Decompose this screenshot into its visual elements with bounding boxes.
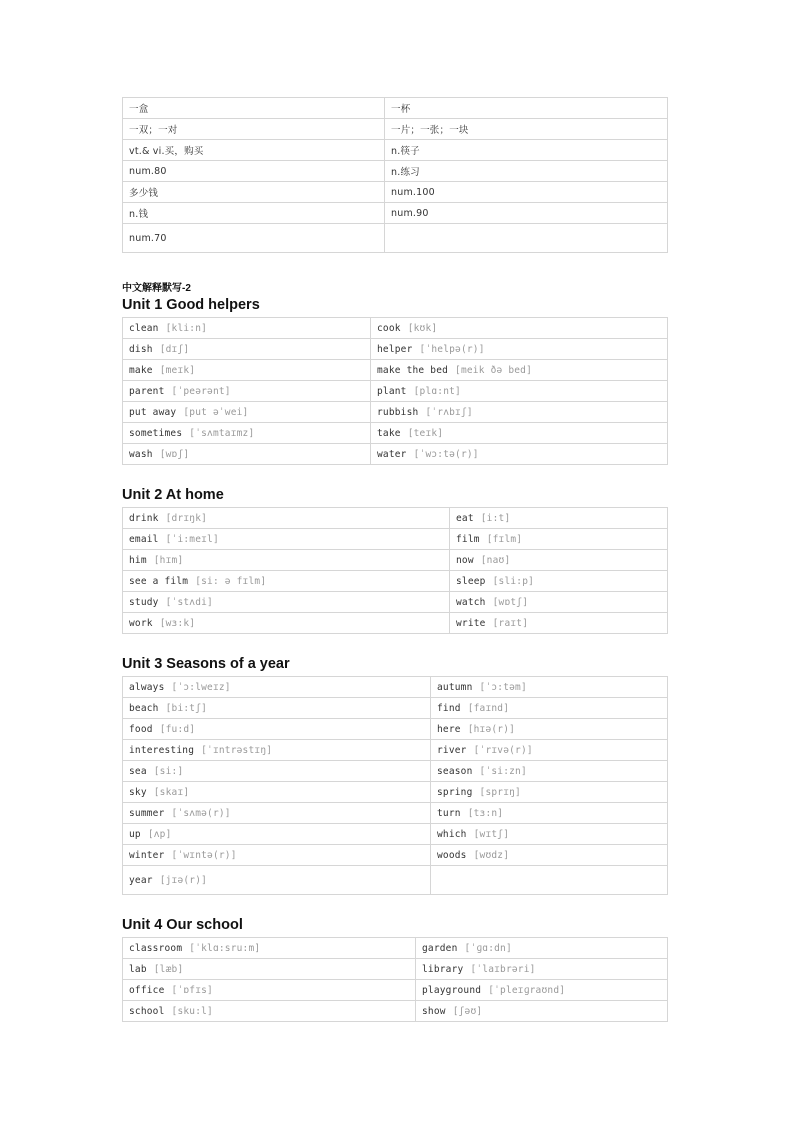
vocab-word: food bbox=[129, 723, 153, 735]
vocab-word: film bbox=[456, 533, 480, 545]
vocab-cell-right bbox=[416, 980, 668, 1001]
vocab-phonetic: [jɪə(r)] bbox=[159, 874, 208, 886]
table-row bbox=[123, 550, 668, 571]
unit-4-vocab-table bbox=[122, 937, 668, 1022]
vocab-word: lab bbox=[129, 963, 147, 975]
vocab-phonetic: [ˈɔ:lweɪz] bbox=[171, 681, 231, 693]
vocab-phonetic: [ˈɒfɪs] bbox=[171, 984, 213, 996]
vocab-cell-left bbox=[123, 782, 431, 803]
table-row bbox=[123, 140, 668, 161]
vocab-word: always bbox=[129, 681, 165, 693]
vocab-phonetic: [wɪtʃ] bbox=[473, 828, 510, 840]
vocab-word: drink bbox=[129, 512, 159, 524]
unit-1-vocab-table bbox=[122, 317, 668, 465]
vocab-phonetic: [hɪm] bbox=[153, 554, 184, 566]
vocab-cell-left bbox=[123, 980, 416, 1001]
vocab-cell-left bbox=[123, 938, 416, 959]
table-row bbox=[123, 182, 668, 203]
vocab-cell-left bbox=[123, 381, 371, 402]
vocab-word: him bbox=[129, 554, 147, 566]
section-label: 中文解释默写-2 bbox=[122, 283, 191, 294]
vocab-cell-right bbox=[431, 740, 668, 761]
vocab-word: school bbox=[129, 1005, 165, 1017]
vocab-phonetic: [ˈwɔ:tə(r)] bbox=[413, 448, 479, 460]
vocab-word: see a film bbox=[129, 575, 189, 587]
vocab-word: cook bbox=[377, 322, 401, 334]
unit-3-title: Unit 3 Seasons of a year bbox=[122, 656, 290, 672]
meaning-cell-right: n.筷子 bbox=[385, 140, 668, 161]
vocab-phonetic: [ˈpleɪɡraʊnd] bbox=[488, 984, 566, 996]
vocab-phonetic: [ʃəʊ] bbox=[452, 1005, 483, 1017]
vocab-cell-left bbox=[123, 740, 431, 761]
table-row bbox=[123, 719, 668, 740]
vocab-phonetic: [dɪʃ] bbox=[159, 343, 190, 355]
vocab-cell-left bbox=[123, 318, 371, 339]
vocab-phonetic: [meɪk] bbox=[159, 364, 196, 376]
table-row bbox=[123, 161, 668, 182]
vocab-word: spring bbox=[437, 786, 473, 798]
vocab-cell-right bbox=[431, 698, 668, 719]
vocab-word: winter bbox=[129, 849, 165, 861]
vocab-cell-right bbox=[431, 845, 668, 866]
vocab-word: interesting bbox=[129, 744, 195, 756]
vocab-word: water bbox=[377, 448, 407, 460]
meaning-cell-left: 一双；一对 bbox=[123, 119, 385, 140]
vocab-phonetic: [ˈklɑ:sru:m] bbox=[189, 942, 261, 954]
table-row bbox=[123, 529, 668, 550]
vocab-cell-right bbox=[431, 824, 668, 845]
vocab-cell-right bbox=[450, 613, 668, 634]
meaning-cell-right bbox=[385, 224, 668, 253]
table-row bbox=[123, 613, 668, 634]
vocab-word: wash bbox=[129, 448, 153, 460]
vocab-phonetic: [sli:p] bbox=[492, 575, 535, 587]
vocab-word: woods bbox=[437, 849, 467, 861]
chinese-meaning-table bbox=[122, 97, 668, 253]
vocab-word: take bbox=[377, 427, 401, 439]
vocab-cell-right bbox=[371, 444, 668, 465]
vocab-cell-right bbox=[416, 959, 668, 980]
table-row bbox=[123, 803, 668, 824]
table-row bbox=[123, 592, 668, 613]
vocab-cell-right bbox=[450, 550, 668, 571]
vocab-cell-left bbox=[123, 592, 450, 613]
meaning-cell-right: n.练习 bbox=[385, 161, 668, 182]
vocab-word: which bbox=[437, 828, 467, 840]
table-row bbox=[123, 339, 668, 360]
table-row bbox=[123, 318, 668, 339]
table-row bbox=[123, 845, 668, 866]
vocab-cell-left bbox=[123, 550, 450, 571]
table-row bbox=[123, 959, 668, 980]
vocab-word: library bbox=[422, 963, 464, 975]
vocab-phonetic: [sku:l] bbox=[171, 1005, 213, 1017]
table-row bbox=[123, 508, 668, 529]
vocab-phonetic: [ˈrɪvə(r)] bbox=[473, 744, 533, 756]
unit-4-title: Unit 4 Our school bbox=[122, 917, 243, 933]
vocab-word: study bbox=[129, 596, 159, 608]
vocab-phonetic: [wɜ:k] bbox=[159, 617, 196, 629]
vocab-word: classroom bbox=[129, 942, 183, 954]
vocab-phonetic: [wɒtʃ] bbox=[492, 596, 529, 608]
vocab-cell-left bbox=[123, 339, 371, 360]
vocab-word: beach bbox=[129, 702, 159, 714]
table-row bbox=[123, 203, 668, 224]
vocab-cell-left bbox=[123, 508, 450, 529]
meaning-cell-left: 多少钱 bbox=[123, 182, 385, 203]
vocab-cell-left bbox=[123, 959, 416, 980]
vocab-word: sea bbox=[129, 765, 147, 777]
vocab-phonetic: [wʊdz] bbox=[473, 849, 510, 861]
vocab-phonetic: [ˈsi:zn] bbox=[479, 765, 527, 777]
table-row bbox=[123, 824, 668, 845]
table-row bbox=[123, 866, 668, 895]
vocab-cell-left bbox=[123, 444, 371, 465]
vocab-word: now bbox=[456, 554, 474, 566]
table-row bbox=[123, 98, 668, 119]
vocab-word: dish bbox=[129, 343, 153, 355]
vocab-phonetic: [drɪŋk] bbox=[165, 512, 208, 524]
vocab-word: sometimes bbox=[129, 427, 183, 439]
table-row bbox=[123, 119, 668, 140]
meaning-cell-left: n.钱 bbox=[123, 203, 385, 224]
vocab-cell-right bbox=[416, 1001, 668, 1022]
vocab-cell-right bbox=[431, 866, 668, 895]
meaning-cell-right: num.90 bbox=[385, 203, 668, 224]
vocab-phonetic: [raɪt] bbox=[492, 617, 529, 629]
vocab-cell-left bbox=[123, 761, 431, 782]
vocab-word: helper bbox=[377, 343, 413, 355]
vocab-cell-right bbox=[450, 571, 668, 592]
vocab-phonetic: [naʊ] bbox=[480, 554, 511, 566]
vocab-phonetic: [ˈɪntrəstɪŋ] bbox=[201, 744, 273, 756]
vocab-word: make the bed bbox=[377, 364, 449, 376]
vocab-word: office bbox=[129, 984, 165, 996]
vocab-phonetic: [wɒʃ] bbox=[159, 448, 190, 460]
vocab-word: show bbox=[422, 1005, 446, 1017]
unit-2-title: Unit 2 At home bbox=[122, 487, 224, 503]
vocab-phonetic: [ˈrʌbɪʃ] bbox=[425, 406, 473, 418]
table-row bbox=[123, 571, 668, 592]
vocab-cell-right bbox=[431, 782, 668, 803]
vocab-phonetic: [ʌp] bbox=[147, 828, 172, 840]
vocab-cell-right bbox=[371, 318, 668, 339]
vocab-cell-left bbox=[123, 360, 371, 381]
vocab-phonetic: [sprɪŋ] bbox=[479, 786, 521, 798]
table-row bbox=[123, 677, 668, 698]
vocab-cell-left bbox=[123, 845, 431, 866]
table-row bbox=[123, 402, 668, 423]
vocab-phonetic: [ˈhelpə(r)] bbox=[419, 343, 485, 355]
vocab-cell-left bbox=[123, 402, 371, 423]
vocab-word: year bbox=[129, 874, 153, 886]
vocab-word: make bbox=[129, 364, 153, 376]
meaning-cell-left: num.80 bbox=[123, 161, 385, 182]
table-row bbox=[123, 698, 668, 719]
vocab-cell-left bbox=[123, 677, 431, 698]
vocab-word: garden bbox=[422, 942, 458, 954]
unit-2-vocab-table bbox=[122, 507, 668, 634]
vocab-word: clean bbox=[129, 322, 159, 334]
vocab-word: parent bbox=[129, 385, 165, 397]
vocab-cell-left bbox=[123, 571, 450, 592]
vocab-cell-left bbox=[123, 1001, 416, 1022]
meaning-cell-left: 一盒 bbox=[123, 98, 385, 119]
table-row bbox=[123, 423, 668, 444]
vocab-word: watch bbox=[456, 596, 486, 608]
vocab-cell-right bbox=[371, 423, 668, 444]
vocab-phonetic: [ˈɔ:təm] bbox=[479, 681, 527, 693]
vocab-word: find bbox=[437, 702, 461, 714]
vocab-phonetic: [hɪə(r)] bbox=[467, 723, 516, 735]
meaning-cell-right: num.100 bbox=[385, 182, 668, 203]
vocab-word: email bbox=[129, 533, 159, 545]
vocab-cell-left bbox=[123, 423, 371, 444]
table-row bbox=[123, 740, 668, 761]
vocab-word: plant bbox=[377, 385, 407, 397]
vocab-phonetic: [plɑ:nt] bbox=[413, 385, 461, 397]
vocab-word: up bbox=[129, 828, 141, 840]
vocab-cell-right bbox=[371, 339, 668, 360]
vocab-phonetic: [fu:d] bbox=[159, 723, 196, 735]
vocab-cell-left bbox=[123, 698, 431, 719]
vocab-phonetic: [kʊk] bbox=[407, 322, 438, 334]
vocab-phonetic: [ˈstʌdi] bbox=[165, 596, 213, 608]
vocab-word: sleep bbox=[456, 575, 486, 587]
vocab-cell-left bbox=[123, 613, 450, 634]
vocab-phonetic: [kli:n] bbox=[165, 322, 208, 334]
vocab-word: rubbish bbox=[377, 406, 419, 418]
table-row bbox=[123, 980, 668, 1001]
vocab-phonetic: [læb] bbox=[153, 963, 184, 975]
vocab-phonetic: [teɪk] bbox=[407, 427, 444, 439]
vocab-cell-left bbox=[123, 824, 431, 845]
vocab-phonetic: [ˈwɪntə(r)] bbox=[171, 849, 237, 861]
vocab-phonetic: [skaɪ] bbox=[153, 786, 190, 798]
vocab-word: sky bbox=[129, 786, 147, 798]
vocab-cell-left bbox=[123, 803, 431, 824]
vocab-word: autumn bbox=[437, 681, 473, 693]
vocab-cell-left bbox=[123, 719, 431, 740]
vocab-cell-right bbox=[431, 803, 668, 824]
vocab-phonetic: [si:] bbox=[153, 765, 184, 777]
vocab-phonetic: [tɜ:n] bbox=[467, 807, 504, 819]
vocab-word: work bbox=[129, 617, 153, 629]
vocab-cell-right bbox=[431, 761, 668, 782]
meaning-cell-right: 一杯 bbox=[385, 98, 668, 119]
vocab-phonetic: [ˈi:meɪl] bbox=[165, 533, 219, 545]
vocab-word: eat bbox=[456, 512, 474, 524]
vocab-cell-right bbox=[371, 402, 668, 423]
table-row bbox=[123, 782, 668, 803]
vocab-phonetic: [faɪnd] bbox=[467, 702, 510, 714]
vocab-word: turn bbox=[437, 807, 461, 819]
vocab-word: put away bbox=[129, 406, 177, 418]
vocab-cell-right bbox=[450, 592, 668, 613]
vocab-phonetic: [ˈɡɑ:dn] bbox=[464, 942, 512, 954]
vocab-cell-left bbox=[123, 866, 431, 895]
vocab-word: summer bbox=[129, 807, 165, 819]
meaning-cell-left: num.70 bbox=[123, 224, 385, 253]
vocab-phonetic: [put əˈwei] bbox=[183, 406, 249, 418]
table-row bbox=[123, 224, 668, 253]
table-row bbox=[123, 360, 668, 381]
vocab-phonetic: [ˈsʌmtaɪmz] bbox=[189, 427, 255, 439]
vocab-phonetic: [si: ə fɪlm] bbox=[195, 575, 267, 587]
table-row bbox=[123, 444, 668, 465]
vocab-word: here bbox=[437, 723, 461, 735]
vocab-phonetic: [i:t] bbox=[480, 512, 511, 524]
vocab-cell-right bbox=[450, 508, 668, 529]
vocab-cell-right bbox=[371, 360, 668, 381]
unit-1-title: Unit 1 Good helpers bbox=[122, 297, 260, 313]
vocab-cell-right bbox=[371, 381, 668, 402]
vocab-phonetic: [meik ðə bed] bbox=[455, 364, 533, 376]
unit-3-vocab-table bbox=[122, 676, 668, 895]
vocab-phonetic: [fɪlm] bbox=[486, 533, 523, 545]
vocab-cell-right bbox=[431, 677, 668, 698]
vocab-cell-right bbox=[416, 938, 668, 959]
vocab-phonetic: [ˈlaɪbrəri] bbox=[470, 963, 536, 975]
meaning-cell-right: 一片；一张；一块 bbox=[385, 119, 668, 140]
vocab-word: season bbox=[437, 765, 473, 777]
vocab-phonetic: [bi:tʃ] bbox=[165, 702, 208, 714]
vocab-cell-right bbox=[431, 719, 668, 740]
table-row bbox=[123, 938, 668, 959]
table-row bbox=[123, 381, 668, 402]
vocab-word: river bbox=[437, 744, 467, 756]
vocab-phonetic: [ˈsʌmə(r)] bbox=[171, 807, 231, 819]
vocab-word: write bbox=[456, 617, 486, 629]
vocab-phonetic: [ˈpeərənt] bbox=[171, 385, 231, 397]
table-row bbox=[123, 1001, 668, 1022]
table-row bbox=[123, 761, 668, 782]
vocab-cell-right bbox=[450, 529, 668, 550]
meaning-cell-left: vt.& vi.买，购买 bbox=[123, 140, 385, 161]
vocab-cell-left bbox=[123, 529, 450, 550]
vocab-word: playground bbox=[422, 984, 482, 996]
